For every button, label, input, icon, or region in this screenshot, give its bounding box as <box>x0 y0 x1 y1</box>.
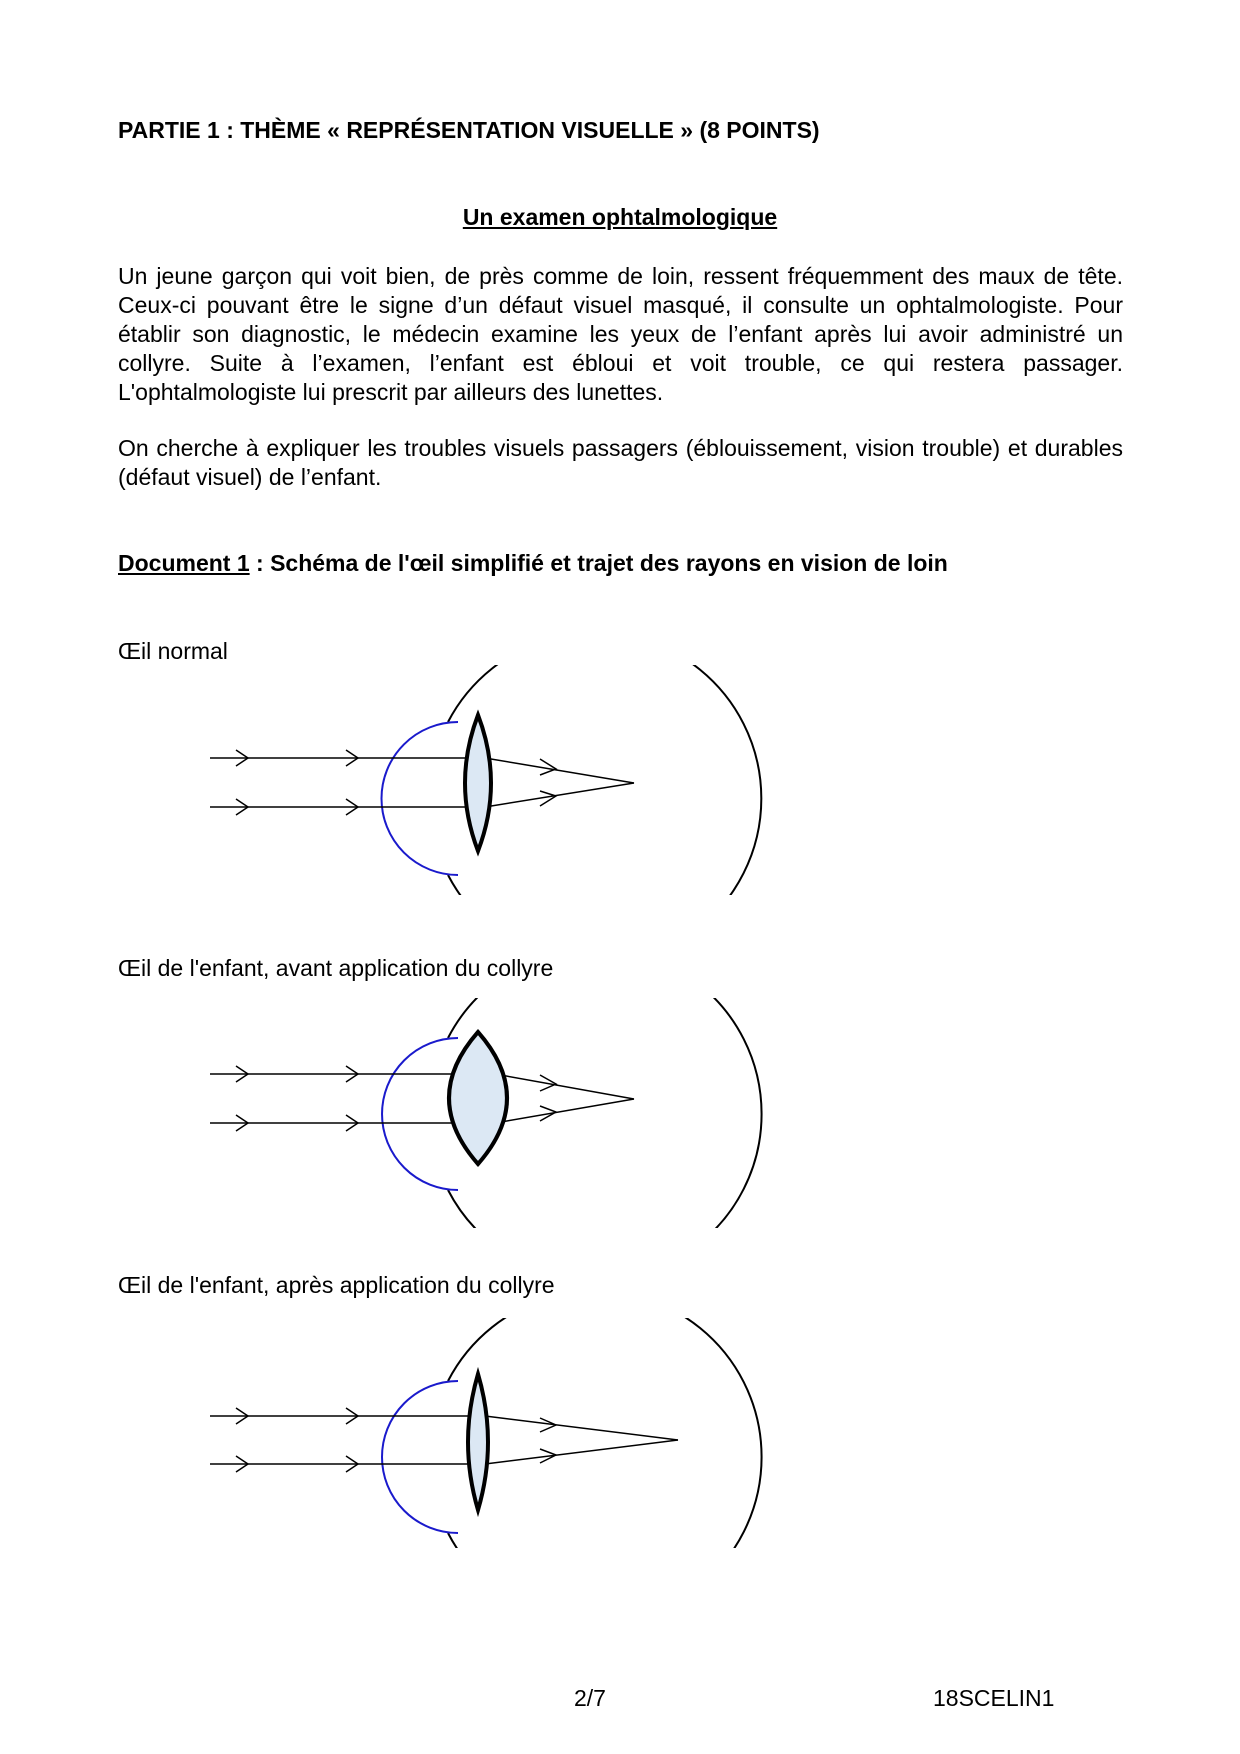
document-title: : Schéma de l'œil simplifié et trajet des rayons en vision de loin <box>249 550 948 576</box>
part-heading: PARTIE 1 : THÈME « REPRÉSENTATION VISUELLE » (8 POINTS) <box>118 117 820 143</box>
cornea <box>382 1038 458 1190</box>
eyeball <box>448 665 761 895</box>
cornea <box>382 722 459 875</box>
objective-paragraph: On cherche à expliquer les troubles visuels passagers (éblouissement, vision trouble) et durables (défaut visuel) de l’enfant. <box>118 435 1123 490</box>
lens <box>449 1032 507 1164</box>
eye-diagram-before-drops <box>0 998 1240 1228</box>
document-code: 18SCELIN1 <box>933 1685 1055 1711</box>
figure-caption-normal: Œil normal <box>118 638 228 664</box>
refracted-ray-upper <box>485 1416 678 1440</box>
refracted-ray-lower <box>485 783 634 807</box>
intro-paragraph: Un jeune garçon qui voit bien, de près comme de loin, ressent fréquemment des maux de tête. Ceux-ci pouvant être le signe d’un défaut visuel masqué, il consulte un ophtalmologiste. Pour établir son diagnostic, le médecin examine les yeux de l’enfant après lui avoir administré un collyre. Suite à l’examen, l’enfant est ébloui et voit trouble, ce qui restera passager. L'ophtalmologiste lui prescrit par ailleurs des lunettes. <box>118 263 1123 405</box>
cornea <box>382 1381 458 1533</box>
refracted-ray-lower <box>495 1099 634 1123</box>
document-label: Document 1 <box>118 550 250 576</box>
refracted-ray-upper <box>495 1074 634 1099</box>
eye-diagram-normal <box>0 665 1240 895</box>
refracted-ray-lower <box>485 1440 678 1464</box>
eyeball <box>448 1318 762 1548</box>
figure-caption-after: Œil de l'enfant, après application du collyre <box>118 1272 555 1298</box>
page-number: 2/7 <box>574 1685 606 1711</box>
eye-diagram-after-drops <box>0 1318 1240 1548</box>
lens <box>468 1374 488 1510</box>
refracted-ray-upper <box>485 758 634 783</box>
figure-caption-before: Œil de l'enfant, avant application du collyre <box>118 955 554 981</box>
document-heading <box>118 550 948 577</box>
lens <box>465 715 491 851</box>
exercise-title: Un examen ophtalmologique <box>462 204 778 230</box>
